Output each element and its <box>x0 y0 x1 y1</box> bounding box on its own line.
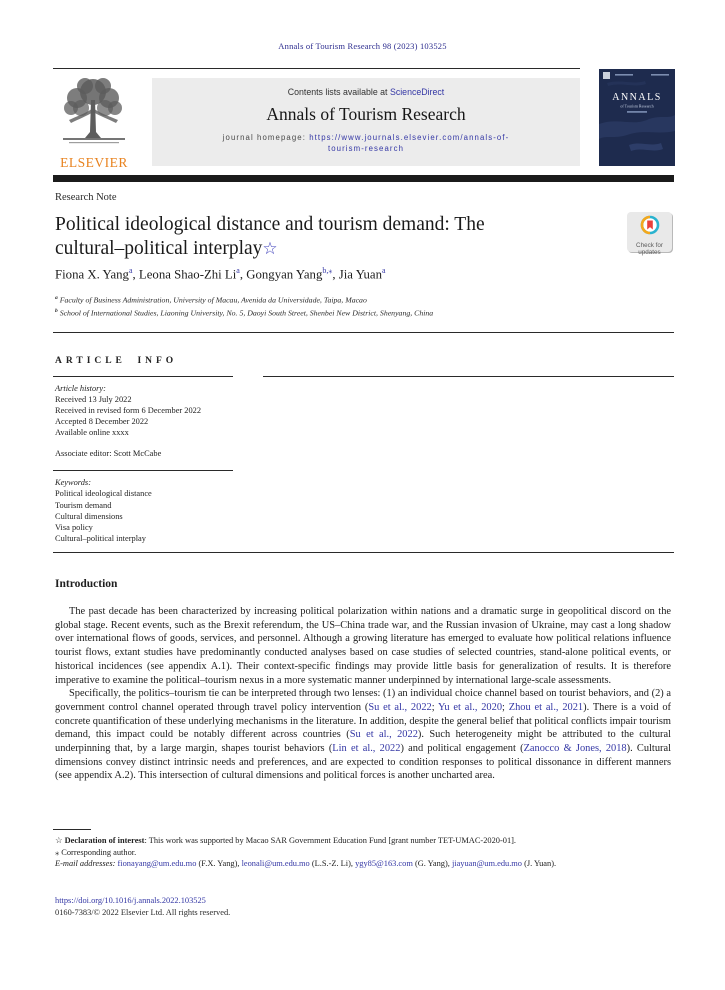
email-link[interactable]: jiayuan@um.edu.mo <box>451 859 522 869</box>
author-affil-link[interactable]: b,⁎ <box>322 266 333 275</box>
article-history-label: Article history: <box>55 384 106 393</box>
copyright-line: 0160-7383/© 2022 Elsevier Ltd. All rights reserved. <box>55 908 231 917</box>
citation-link[interactable]: Su et al., 2022 <box>349 729 418 741</box>
article-info-left-rule <box>53 376 233 377</box>
author-name: Leona Shao-Zhi Li <box>138 267 237 282</box>
declaration-star: ☆ <box>55 836 65 845</box>
doi-url[interactable]: https://doi.org/10.1016/j.annals.2022.103525 <box>55 896 206 905</box>
intro-paragraph-1 <box>55 605 671 687</box>
journal-homepage-line <box>152 132 580 154</box>
author-separator: , <box>332 267 339 282</box>
declaration-text: : This work was supported by Macao SAR Government Education Fund [grant number TET-UMAC-2020-01]. <box>144 836 517 845</box>
affiliations <box>55 293 433 319</box>
history-line: Received 13 July 2022 <box>55 395 132 404</box>
cover-subtitle-text: of Tourism Research <box>620 103 654 109</box>
text-segment: ). Such heterogeneity might be attributed to the cultural underpinning that, by a large margin, shapes tourist behaviors ( <box>55 729 671 755</box>
author-affil-link[interactable]: a <box>128 266 133 275</box>
author-list <box>55 266 386 282</box>
contents-prefix: Contents lists available at <box>287 87 390 97</box>
article-title-line2: cultural–political interplay <box>55 237 263 259</box>
author-affil-link[interactable]: a <box>236 266 240 275</box>
keywords-block <box>55 477 250 545</box>
email-owner: (J. Yuan). <box>521 859 557 869</box>
keywords-label: Keywords: <box>55 478 91 487</box>
homepage-url-line2[interactable]: tourism-research <box>327 144 405 153</box>
keyword-item: Political ideological distance <box>55 489 152 499</box>
journal-title: Annals of Tourism Research <box>266 104 466 124</box>
intro-paragraph-2 <box>55 687 671 783</box>
citation-link[interactable]: Lin et al., 2022 <box>332 743 401 755</box>
header-black-bar <box>53 175 674 182</box>
cover-title-text: ANNALS <box>612 92 662 103</box>
email-label: E-mail addresses: <box>55 859 118 869</box>
email-owner: (L.S.-Z. Li), <box>309 859 356 869</box>
email-link[interactable]: leonali@um.edu.mo <box>241 859 310 869</box>
text-segment: ) and political engagement ( <box>400 743 524 755</box>
journal-header-box <box>152 78 580 166</box>
email-link[interactable]: fionayang@um.edu.mo <box>117 859 197 869</box>
affiliation-marker: b <box>55 308 58 315</box>
keyword-item: Cultural dimensions <box>55 511 123 521</box>
doi-link[interactable] <box>55 896 206 905</box>
journal-cover-art <box>599 69 675 166</box>
text-segment: ; <box>502 701 509 713</box>
keywords-divider <box>53 470 233 471</box>
citation-link[interactable]: Zhou et al., 2021 <box>508 701 584 713</box>
email-link[interactable]: ygy85@163.com <box>355 859 413 869</box>
elsevier-tree-icon <box>55 74 133 150</box>
abstract-rule <box>263 376 674 377</box>
citation-link[interactable]: Zanocco & Jones, 2018 <box>523 743 627 755</box>
spacer <box>55 438 250 448</box>
text-segment: Specifically, the politics–tourism tie can be interpreted through two lenses: (1) an individual choice channel based on tourist behaviors, and (2) a government control channel operated through travel policy intervention ( <box>55 688 671 713</box>
email-addresses-line <box>55 859 671 870</box>
check-for-updates-badge[interactable] <box>627 212 672 256</box>
article-title-line1: Political ideological distance and tourism demand: The <box>55 214 485 235</box>
article-title <box>55 213 575 260</box>
associate-editor-line: Associate editor: Scott McCabe <box>55 449 162 458</box>
citation-link[interactable]: Yu et al., 2020 <box>438 701 503 713</box>
email-owner: (G. Yang), <box>412 859 452 869</box>
homepage-prefix: journal homepage: <box>222 133 310 142</box>
journal-citation-header: Annals of Tourism Research 98 (2023) 103525 <box>278 41 447 51</box>
article-info-heading: ARTICLE INFO <box>55 356 178 366</box>
article-info-bottom-divider <box>53 552 674 553</box>
affiliation-line <box>55 293 433 306</box>
text-segment: ; <box>431 701 439 713</box>
check-updates-line1: Check for <box>636 242 663 249</box>
text-segment: ). There is a void of concrete quantification of these underlying mechanisms in the literature. In addition, despite the general belief that political conflicts impair tourism demand, this impact could be notably different across countries ( <box>55 701 671 741</box>
author-separator: , <box>239 267 247 282</box>
keyword-item: Cultural–political interplay <box>55 534 146 544</box>
footnotes-block <box>55 836 671 871</box>
journal-cover-thumbnail[interactable] <box>599 69 675 166</box>
history-line: Accepted 8 December 2022 <box>55 417 149 426</box>
article-info-top-divider <box>53 332 674 333</box>
author-affil-link[interactable]: a <box>382 266 386 275</box>
corresponding-text: Corresponding author. <box>61 847 137 857</box>
elsevier-logo-text: ELSEVIER <box>60 155 128 170</box>
declaration-label: Declaration of interest <box>64 836 145 845</box>
text-segment: The past decade has been characterized by increasing political polarization within nations and a dramatic surge in geopolitical discord on the global stage. Recent events, such as the Brexit referendum, the US–China trade war, and the Russian invasion of Ukraine, may cast a long shadow over international flows of goods, services, and personnel. Although a growing literature has emerged to evaluate how political relations influence tourist flows, extant studies have predominantly conducted analyses based on case studies of selected countries, stand-alone political events, or historical incidences (see appendix A.1). Their context-specific findings may provide little basis for generalization of results. It is therefore imperative to examine the political–tourism nexus in a more systematic manner underpinned by international large-scale assessments. <box>55 606 671 686</box>
author-name: Gongyan Yang <box>246 267 323 282</box>
title-footnote-star[interactable]: ☆ <box>262 238 278 258</box>
author-name: Fiona X. Yang <box>55 267 129 282</box>
author-name: Jia Yuan <box>338 267 382 282</box>
corresponding-star: ⁎ <box>55 847 62 857</box>
section-heading-introduction: Introduction <box>55 578 118 590</box>
citation-link[interactable]: Su et al., 2022 <box>368 701 432 713</box>
header-top-divider <box>53 68 580 69</box>
check-updates-label <box>627 242 672 256</box>
article-history-block <box>55 383 250 459</box>
keyword-item: Visa policy <box>55 523 93 533</box>
corresponding-author-line <box>55 848 671 859</box>
body-text <box>55 605 671 783</box>
sciencedirect-link[interactable]: ScienceDirect <box>389 87 445 97</box>
email-owner: (F.X. Yang), <box>196 859 242 869</box>
affiliation-text: School of International Studies, Liaoning University, No. 5, Daoyi South Street, Shenbei New District, Shenyang, China <box>57 308 434 318</box>
check-updates-icon <box>639 214 661 236</box>
keyword-item: Tourism demand <box>55 500 112 510</box>
affiliation-text: Faculty of Business Administration, University of Macau, Avenida da Universidade, Taipa, Macao <box>57 295 367 305</box>
affiliation-marker: a <box>55 295 58 301</box>
declaration-of-interest-line <box>55 836 671 847</box>
text-segment: ). Cultural dimensions convey distinct intrinsic needs and preferences, and are expected to condition responses to political dissonance in different manners (see appendix A.2). This intersection of cultural dimensions and political forces is another uncharted area. <box>55 743 671 782</box>
history-line: Received in revised form 6 December 2022 <box>55 406 202 415</box>
history-line: Available online xxxx <box>55 428 129 437</box>
contents-line <box>152 87 580 97</box>
homepage-url-line1[interactable]: https://www.journals.elsevier.com/annals-of- <box>309 133 510 142</box>
article-type-label: Research Note <box>55 192 117 203</box>
affiliation-line <box>55 306 433 319</box>
check-updates-line2: updates <box>638 249 661 256</box>
footnote-rule <box>53 829 91 830</box>
author-separator: , <box>132 267 139 282</box>
elsevier-logo[interactable] <box>52 74 136 171</box>
